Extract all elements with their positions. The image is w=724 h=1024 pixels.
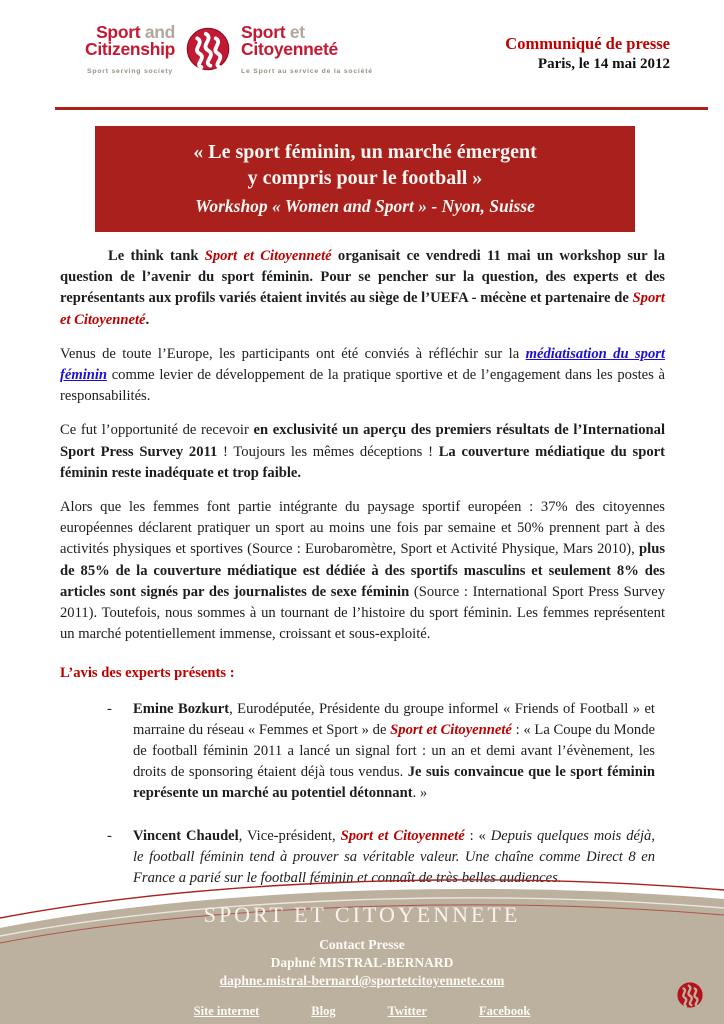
footer-sss-ball-icon bbox=[676, 981, 704, 1014]
document-body bbox=[60, 246, 665, 910]
footer-contact-name: Daphné MISTRAL-BERNARD bbox=[270, 955, 454, 970]
footer-link-blog[interactable]: Blog bbox=[311, 1004, 336, 1018]
logo-text-french bbox=[241, 24, 373, 80]
expert-quote-item bbox=[105, 699, 655, 805]
text-segment: Sport et Citoyenneté bbox=[204, 248, 332, 264]
footer-content bbox=[0, 874, 724, 1024]
logo-fr-word2: et bbox=[289, 22, 305, 42]
text-segment: Je suis convaincue que le sport féminin représente un marché au potentiel détonnant bbox=[133, 764, 655, 802]
header bbox=[85, 24, 670, 80]
text-segment: , Eurodéputée, Présidente du groupe informel « Friends of Football » et marraine du réseau « Femmes et Sport » de bbox=[133, 700, 655, 738]
logo-en-word3: Citizenship bbox=[85, 39, 176, 59]
text-segment: Sport et Citoyenneté bbox=[390, 721, 512, 738]
logo-fr-tagline: Le Sport au service de la société bbox=[241, 68, 373, 75]
text-segment: en exclusivité un aperçu des premiers résultats de l’International Sport Press Survey 2011 bbox=[60, 422, 666, 460]
logo-en-word2: and bbox=[144, 22, 176, 42]
footer-link-facebook[interactable]: Facebook bbox=[478, 1004, 531, 1018]
footer-link-website[interactable]: Site internet bbox=[193, 1004, 260, 1018]
mediatisation-link[interactable]: médiatisation du sport féminin bbox=[60, 345, 665, 384]
paragraph-statistics bbox=[60, 497, 665, 645]
title-line-1: « Le sport féminin, un marché émergent bbox=[193, 141, 537, 163]
text-segment: Depuis quelques mois déjà, le football féminin tend à prouver sa véritable valeur. Une chaîne comme Direct 8 en France a parié sur le football féminin et connaît de très belles audiences. bbox=[133, 827, 655, 887]
logo-fr-word3: Citoyenneté bbox=[241, 39, 338, 59]
paragraph-survey bbox=[60, 420, 665, 484]
text-segment: La couverture médiatique du sport féminin reste inadéquate et trop faible. bbox=[60, 443, 665, 481]
text-segment: , Vice-président, bbox=[238, 827, 341, 844]
header-divider bbox=[55, 107, 708, 110]
footer-links bbox=[0, 1004, 724, 1019]
bullet-dash: - bbox=[107, 700, 112, 717]
text-segment: comme levier de développement de la pratique sportive et de l’engagement dans les postes à responsabilités. bbox=[60, 367, 665, 405]
text-segment: Emine Bozkurt bbox=[133, 700, 230, 717]
title-line-2: y compris pour le football » bbox=[247, 167, 483, 189]
logo-text-english bbox=[85, 24, 175, 80]
expert-quote-text bbox=[133, 701, 655, 802]
text-segment: Venus de toute l’Europe, les participants ont été conviés à réfléchir sur la bbox=[60, 345, 526, 362]
footer-contact-title: Contact Presse bbox=[319, 937, 405, 952]
press-release-date: Paris, le 14 mai 2012 bbox=[537, 56, 670, 72]
text-segment: Le think tank bbox=[108, 248, 205, 264]
text-segment: organisait ce vendredi 11 mai un workshop sur la question de l’avenir du sport féminin. Pour se pencher sur la question, des experts et des représentants aux profils variés étaient invités au siège de l’UEFA - mécène et partenaire de bbox=[60, 248, 665, 307]
text-segment: : « bbox=[464, 827, 491, 844]
title-subtitle: Workshop « Women and Sport » - Nyon, Suisse bbox=[195, 196, 535, 216]
text-segment: (Source : International Sport Press Survey 2011). Toutefois, nous sommes à un tournant de l’histoire du sport féminin. Les femmes représentent un marché potentiellement immense, croissant et sous-exploité. bbox=[60, 583, 665, 643]
text-segment: : « La Coupe du Monde de football féminin 2011 a lancé un signal fort : un an et demi avant l’évènement, les droits de sponsoring étaient déjà tous vendus. bbox=[133, 721, 655, 781]
logo-en-tagline: Sport serving society bbox=[87, 68, 173, 75]
paragraph-intro bbox=[60, 246, 665, 331]
text-segment: . » bbox=[412, 785, 428, 802]
text-segment: Sport et Citoyenneté bbox=[340, 827, 465, 844]
paragraph-mediatisation bbox=[60, 344, 665, 408]
sss-ball-icon bbox=[185, 26, 231, 77]
footer-link-twitter[interactable]: Twitter bbox=[387, 1004, 427, 1018]
experts-list bbox=[105, 699, 655, 890]
text-segment: plus de 85% de la couverture médiatique est dédiée à des sportifs masculins et seulement 8% des articles sont signés par des journalistes de sexe féminin bbox=[60, 541, 665, 600]
bullet-dash: - bbox=[107, 827, 112, 844]
organization-logo bbox=[85, 24, 373, 80]
text-segment: Ce fut l’opportunité de recevoir bbox=[60, 422, 254, 439]
footer-email-link[interactable]: daphne.mistral-bernard@sportetcitoyennete.com bbox=[219, 973, 505, 988]
text-segment: Alors que les femmes font partie intégrante du paysage sportif européen : 37% des citoyennes européennes déclarent pratiquer un sport au moins une fois par semaine et 50% prennent part à des activités physiques et sportives (Source : Eurobaromètre, Sport et Activité Physique, Mars 2010), bbox=[60, 499, 665, 558]
footer bbox=[0, 874, 724, 1024]
press-release-label: Communiqué de presse bbox=[505, 34, 670, 53]
experts-heading: L’avis des experts présents : bbox=[60, 665, 235, 682]
press-release-meta bbox=[505, 24, 670, 73]
footer-org-name: SPORT ET CITOYENNETE bbox=[203, 902, 521, 927]
logo-fr-word1: Sport bbox=[241, 22, 290, 42]
title-banner bbox=[95, 126, 635, 232]
text-segment: . bbox=[145, 311, 150, 328]
text-segment: Sport et Citoyenneté bbox=[60, 290, 665, 328]
logo-en-word1: Sport bbox=[96, 22, 145, 42]
text-segment: ! Toujours les mêmes déceptions ! bbox=[217, 443, 439, 460]
text-segment: Vincent Chaudel bbox=[133, 827, 239, 844]
